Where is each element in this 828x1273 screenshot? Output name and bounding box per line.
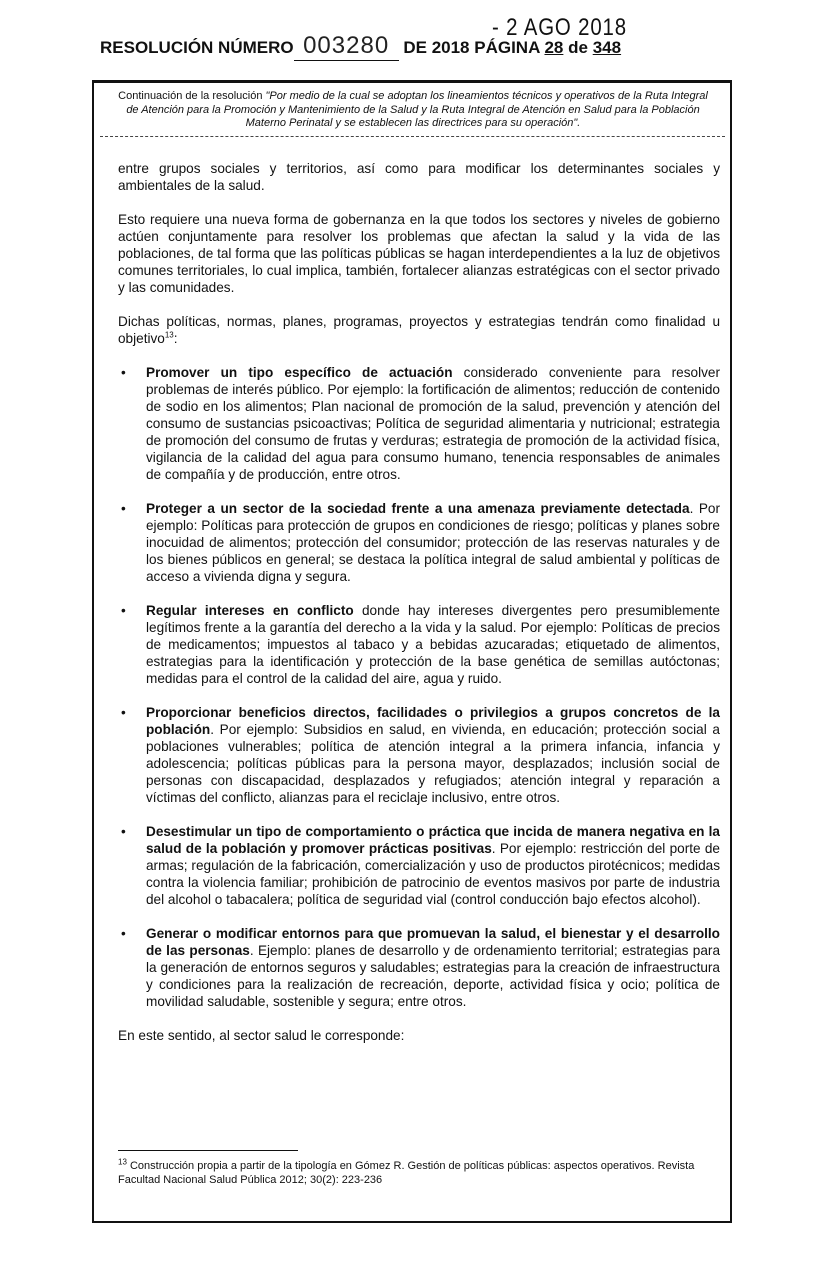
intro-end: : <box>173 331 178 346</box>
bullet-lead: Regular intereses en conflicto <box>146 603 354 618</box>
intro-text: Dichas políticas, normas, planes, programas, proyectos y estrategias tendrán como finalidad u objetivo <box>118 314 720 346</box>
bullet-icon: • <box>121 501 126 516</box>
paragraph: entre grupos sociales y territorios, así como para modificar los determinantes sociales y ambientales de la salud. <box>118 161 720 193</box>
bullet-icon: • <box>121 705 126 720</box>
page-of: de <box>568 38 588 57</box>
bullet-item <box>118 500 720 585</box>
bullet-icon: • <box>121 365 126 380</box>
dashed-divider <box>100 136 725 137</box>
date-stamp: - 2 AGO 2018 <box>492 14 627 41</box>
paragraph: Esto requiere una nueva forma de gobernanza en la que todos los sectores y niveles de gobierno actúen conjuntamente para resolver los problemas que afectan la salud y la vida de las poblaciones, de tal forma que las políticas públicas se hagan interdependientes a la luz de objetivos comunes territoriales, lo cual implica, también, fortalecer alianzas estratégicas con el sector privado y las comunidades. <box>118 212 720 295</box>
document-body <box>118 160 720 1061</box>
footnote-number: 13 <box>118 1157 127 1167</box>
bullet-lead: Desestimular un tipo de comportamiento o práctica que incida de manera negativa en la salud de la población y promover prácticas positivas <box>146 824 720 856</box>
bullet-item <box>118 704 720 806</box>
footnote-divider <box>118 1150 298 1151</box>
footnote <box>118 1159 728 1187</box>
bullet-list <box>118 364 720 1010</box>
bullet-item <box>118 925 720 1010</box>
bullet-lead: Proteger a un sector de la sociedad frente a una amenaza previamente detectada <box>146 501 690 516</box>
intro-paragraph <box>118 313 720 347</box>
closing-paragraph: En este sentido, al sector salud le corresponde: <box>118 1028 405 1043</box>
resolution-header <box>100 32 740 61</box>
bullet-text: . Por ejemplo: restricción del porte de armas; regulación de la fabricación, comercialización y uso de productos pirotécnicos; medidas contra la violencia familiar; prohibición de patrocinio de eventos masivos por parte de industria del alcohol o tabacalera; política de seguridad vial (control conducción bajo efectos alcohol). <box>146 841 720 907</box>
bullet-text: . Ejemplo: planes de desarrollo y de ordenamiento territorial; estrategias para la generación de entornos seguros y saludables; estrategias para la creación de infraestructura y condiciones para la realización de recreación, deporte, actividad física y ocio; política de movilidad saludable, sostenible y segura; entre otros. <box>146 943 721 1009</box>
bullet-icon: • <box>121 926 126 941</box>
bullet-text: considerado conveniente para resolver problemas de interés público. Por ejemplo: la fortificación de alimentos; reducción de contenido de sodio en los alimentos; Plan nacional de promoción de la salud, prevención y atención del consumo de sustancias psicoactivas; Política de seguridad alimentaria y nutricional; estrategia de promoción del consumo de frutas y verduras; estrategia de promoción de la actividad física, vigilancia de la calidad del agua para consumo humano, tenencia responsables de animales de compañía y de producción, entre otros. <box>146 365 720 482</box>
header-label: RESOLUCIÓN NÚMERO <box>100 38 294 57</box>
resolution-number: 003280 <box>294 32 399 61</box>
total-pages: 348 <box>592 38 622 57</box>
bullet-text: . Por ejemplo: Subsidios en salud, en vivienda, en educación; protección social a poblaciones vulnerables; política de atención integral a la primera infancia, infancia y adolescencia; políticas públicas para la persona mayor, desplazados; inclusión social de personas con discapacidad, desplazados y refugiados; atención integral y reparación a víctimas del conflicto, alianzas para el reciclaje inclusivo, entre otros. <box>146 722 720 805</box>
bullet-text: donde hay intereses divergentes pero presumiblemente legítimos frente a la garantía del derecho a la vida y la salud. Por ejemplo: Políticas de precios de medicamentos; impuestos al tabaco y a bebidas azucaradas; etiquetado de alimentos, estrategias para la identificación y protección de la base genética de semillas autóctonas; medidas para el control de la calidad del aire, agua y ruido. <box>146 603 720 686</box>
bullet-item <box>118 364 720 483</box>
header-year: DE 2018 PÁGINA <box>403 38 540 57</box>
continuation-title: "Por medio de la cual se adoptan los lineamientos técnicos y operativos de la Ruta Integral de Atención para la Promoción y Mantenimiento de la Salud y la Ruta Integral de Atención en Salud para la Población Materno Perinatal y se establecen las directrices para su operación". <box>126 90 708 129</box>
continuation-note <box>118 90 708 131</box>
bullet-text: . Por ejemplo: Políticas para protección de grupos en condiciones de riesgo; políticas y planes sobre inocuidad de alimentos; protección del consumidor; protección de las reservas naturales y de los bienes públicos en general; se destaca la política integral de salud ambiental y políticas de acceso a vivienda digna y segura. <box>146 501 720 584</box>
bullet-item <box>118 823 720 908</box>
bullet-lead: Promover un tipo específico de actuación <box>146 365 453 380</box>
footnote-ref[interactable]: 13 <box>164 330 174 340</box>
bullet-icon: • <box>121 603 126 618</box>
bullet-icon: • <box>121 824 126 839</box>
bullet-lead: Generar o modificar entornos para que promuevan la salud, el bienestar y el desarrollo de las personas <box>146 926 720 958</box>
bullet-lead: Proporcionar beneficios directos, facilidades o privilegios a grupos concretos de la población <box>146 705 720 737</box>
page-number: 28 <box>544 38 564 57</box>
footnote-text: Construcción propia a partir de la tipología en Gómez R. Gestión de políticas públicas: aspectos operativos. Revista Facultad Nacional Salud Pública 2012; 30(2): 223-236 <box>118 1160 695 1186</box>
continuation-prefix: Continuación de la resolución <box>118 90 263 102</box>
bullet-item <box>118 602 720 687</box>
